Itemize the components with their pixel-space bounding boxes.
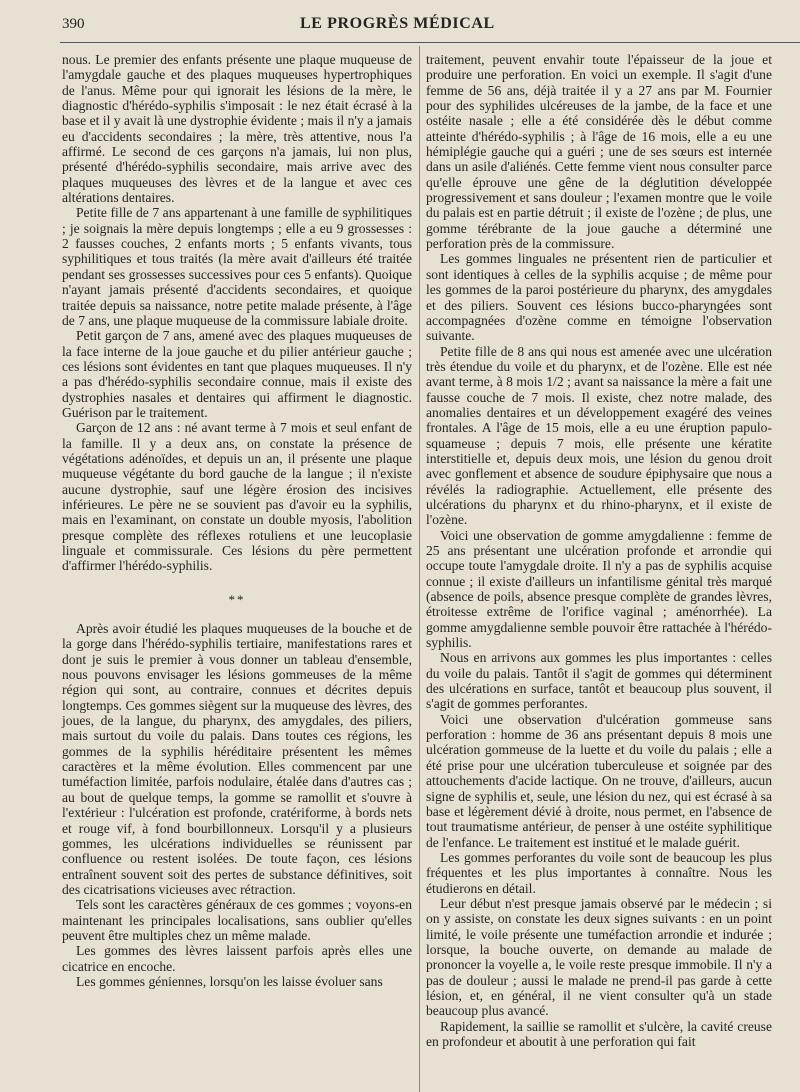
paragraph: Les gommes linguales ne présentent rien de particulier et sont identiques à celles de la syphilis acquise ; de même pour les gommes de la paroi postérieure du pharynx, des amygdales et des piliers. Souvent ces lésions bucco-pharyngées sont accompagnées d'ozène comme en témoigne l'observation suivante. — [426, 251, 772, 344]
header-rule — [60, 42, 800, 43]
column-separator — [419, 46, 420, 1092]
paragraph: Après avoir étudié les plaques muqueuses de la bouche et de la gorge dans l'hérédo-syphilis tertiaire, manifestations rares et dont je suis le premier à vous donner un tableau d'ensemble, nous pouvons envisager les lésions gommeuses de la même région qui sont, au contraire, connues et décrites depuis longtemps. Ces gommes siègent sur la muqueuse des lèvres, des joues, de la langue, du pharynx, des amygdales, des piliers, mais surtout du voile du palais. Dans toutes ces régions, les gommes de la syphilis héréditaire présentent les mêmes caractères et la même évolution. Elles commencent par une tuméfaction limitée, parfois nodulaire, étalée dans d'autres cas ; au bout de quelque temps, la gomme se ramollit et s'ouvre à l'extérieur : l'ulcération est profonde, cratériforme, à bords nets et rouge vif, à fond bourbillonneux. Lorsqu'il y a plusieurs gommes, les ulcérations individuelles se réunissent par confluence ou restent isolées. De toute façon, ces lésions entraînent souvent soit des pertes de substance définitives, soit des cicatrisations vicieuses avec rétraction. — [62, 621, 412, 897]
journal-title: LE PROGRÈS MÉDICAL — [300, 15, 495, 32]
paragraph: nous. Le premier des enfants présente une plaque muqueuse de l'amygdale gauche et des plaques muqueuses hypertrophiques de l'anus. Même pour qui ignorait les lésions de la mère, le diagnostic d'hérédo-syphilis s'imposait : le nez était écrasé à la base et il y avait là une dystrophie évidente ; mais il n'y a jamais eu d'accidents secondaires ; la mère, très attentive, nous l'a affirmé. Le second de ces garçons n'a jamais, lui non plus, présenté d'hérédo-syphilis secondaire, mais arrive avec des plaques muqueuses des lèvres et de la langue et avec ces altérations dentaires. — [62, 52, 412, 206]
paragraph: Nous en arrivons aux gommes les plus importantes : celles du voile du palais. Tantôt il s'agit de gommes qui déterminent des ulcérations en surface, tantôt et beaucoup plus souvent, il s'agit de gommes perforantes. — [426, 650, 772, 712]
paragraph: Voici une observation de gomme amygdalienne : femme de 25 ans présentant une ulcération profonde et arrondie qui occupe toute l'amygdale droite. Il n'y a pas de syphilis acquise connue ; il existe d'ailleurs un infantilisme génital très marqué (absence de poils, absence presque complète de grandes lèvres, étroitesse extrême de l'orifice vaginal ; aménorrhée). La gomme amygdalienne semble pouvoir être rattachée à l'hérédo-syphilis. — [426, 527, 772, 651]
paragraph: Les gommes perforantes du voile sont de beaucoup les plus fréquentes et les plus importantes à connaître. Nous les étudierons en détail. — [426, 849, 772, 896]
right-column — [426, 52, 772, 1049]
paragraph: traitement, peuvent envahir toute l'épaisseur de la joue et produire une perforation. En voici un exemple. Il s'agit d'une femme de 56 ans, déjà traitée il y a 27 ans par M. Fournier pour des syphilides ulcéreuses de la jambe, de la face et une ostéite nasale ; elle a été considérée dès le début comme atteinte d'hérédo-syphilis ; à l'âge de 16 mois, elle a eu une hémiplégie gauche qui a guéri ; une de ses sœurs est internée dans un asile d'aliénés. Cette femme vient nous consulter parce qu'elle éprouve une gêne de la déglutition développée progressivement et sans douleur ; l'examen montre que le voile du palais est en partie détruit ; il existe de l'ozène ; de plus, une gomme térébrante de la joue gauche a déterminé une perforation près de la commissure. — [426, 52, 772, 252]
paragraph: Garçon de 12 ans : né avant terme à 7 mois et seul enfant de la famille. Il y a deux ans, on constate la présence de végétations adénoïdes, et depuis un an, il présente une plaque muqueuse végétante du bord gauche de la langue ; il n'existe aucune dystrophie, sauf une légère érosion des incisives inférieures. Le père ne se souvient pas d'avoir eu la syphilis, mais en l'examinant, on constate un double myosis, l'abolition presque complète des réflexes rotuliens et une leucoplasie linguale et commissurale. Ces lésions du père permettent d'affirmer l'hérédo-syphilis. — [62, 420, 412, 574]
paragraph: Petite fille de 7 ans appartenant à une famille de syphilitiques ; je soignais la mère depuis longtemps ; elle a eu 9 grossesses : 2 fausses couches, 2 enfants morts ; 5 enfants vivants, tous syphilitiques et tous traités (la mère avait d'ailleurs été traitée pendant ses grossesses successives pour ces 5 enfants). Quoique n'ayant jamais présenté d'accidents secondaires, et quoique traitée depuis sa naissance, notre petite malade présente, à l'âge de 7 ans, une plaque muqueuse de la commissure labiale droite. — [62, 205, 412, 328]
paragraph: Petit garçon de 7 ans, amené avec des plaques muqueuses de la face interne de la joue gauche et du pilier antérieur gauche ; ces lésions sont évidentes en tant que plaques muqueuses. Il n'y a pas d'hérédo-syphilis secondaire connue, mais il existe des dystrophies nasales et dentaires qui affirment le diagnostic. Guérison par le traitement. — [62, 328, 412, 420]
paragraph: Voici une observation d'ulcération gommeuse sans perforation : homme de 36 ans présentant depuis 8 mois une ulcération gommeuse de la luette et du voile du palais ; elle a été prise pour une ulcération tuberculeuse et soignée par des attouchements d'acide lactique. On ne trouve, d'ailleurs, aucun signe de syphilis et, seule, une lésion du nez, qui est écrasé à sa base et légèrement dévié à droite, nous permet, en l'absence de tout traumatisme antérieur, de penser à une ostéite syphilitique de l'enfance. Le traitement est institué et le malade guérit. — [426, 711, 772, 850]
paragraph: Les gommes des lèvres laissent parfois après elles une cicatrice en encoche. — [62, 943, 412, 974]
page-number: 390 — [62, 16, 85, 32]
paragraph: Leur début n'est presque jamais observé par le médecin ; si on y assiste, on constate les deux signes suivants : en un point limité, le voile présente une tuméfaction arrondie et indurée ; lorsque, la bouche ouverte, on demande au malade de prononcer la voyelle a, le voile reste presque immobile. Il n'y a pas de douleur ; aussi le malade ne prend-il pas garde à cette lésion, et, en général, il ne vient consulter qu'à un stade beaucoup plus avancé. — [426, 895, 772, 1019]
paragraph: Rapidement, la saillie se ramollit et s'ulcère, la cavité creuse en profondeur et aboutit à une perforation qui fait — [426, 1018, 772, 1049]
section-separator: ** — [228, 591, 246, 607]
page-header — [0, 6, 800, 36]
paragraph: Petite fille de 8 ans qui nous est amenée avec une ulcération très étendue du voile et du pharynx, et de l'ozène. Elle est née avant terme, à 8 mois 1/2 ; avant sa naissance la mère a fait une fausse couche de 7 mois. Il existe, chez notre malade, des anomalies dentaires et un développement exagéré des veines frontales. A l'âge de 15 mois, elle a eu une éruption papulo-squameuse ; depuis 7 mois, elle présente une kératite interstitielle et, depuis deux mois, une lésion du genou droit avec gonflement et absence de soudure épiphysaire que nous a révélés la radiographie. Actuellement, elle présente des ulcérations du pharynx et du rhino-pharynx, et il existe de l'ozène. — [426, 343, 772, 528]
left-column — [62, 52, 412, 989]
paragraph: Tels sont les caractères généraux de ces gommes ; voyons-en maintenant les principales localisations, sans oublier qu'elles peuvent être multiples chez un même malade. — [62, 897, 412, 943]
paragraph: Les gommes géniennes, lorsqu'on les laisse évoluer sans — [76, 973, 383, 989]
